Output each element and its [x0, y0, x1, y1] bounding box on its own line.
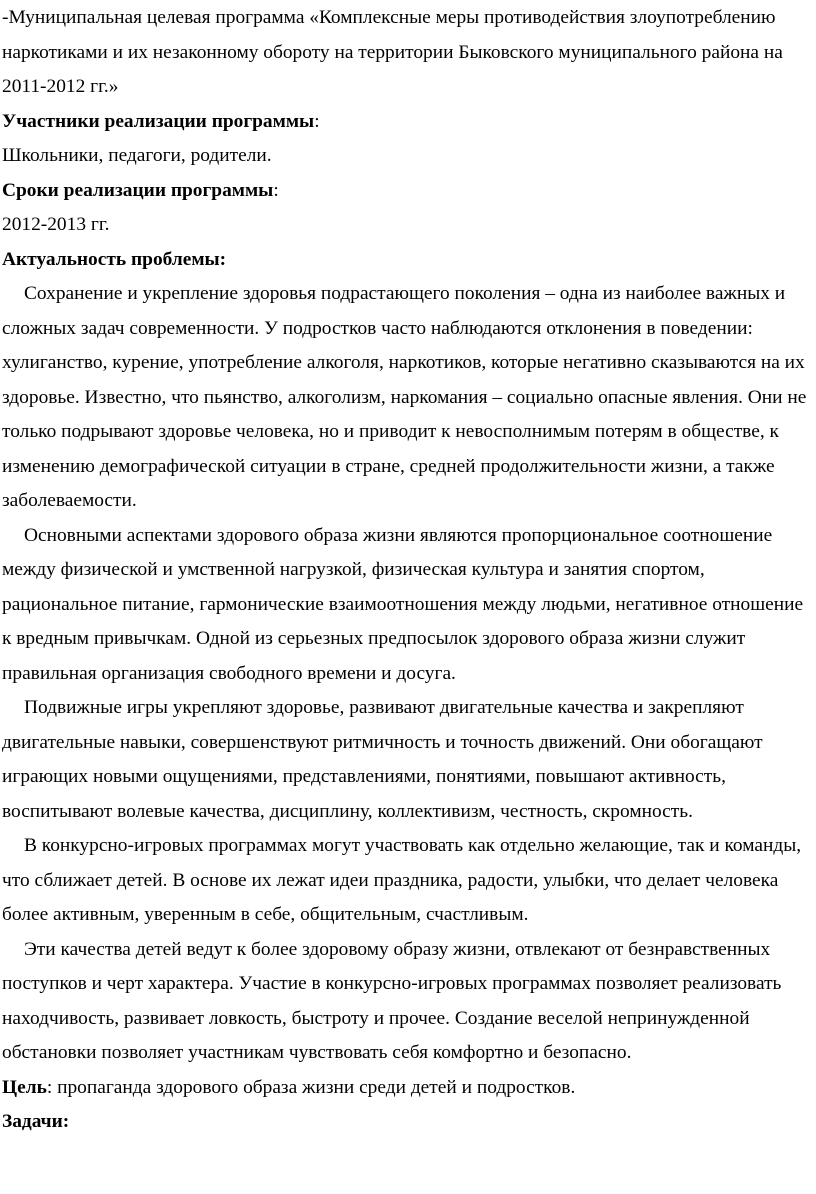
- relevance-paragraph-2: Основными аспектами здорового образа жизни являются пропорциональное соотношение между физической и умственной нагрузкой, физическая культура и занятия спортом, рациональное питание, гармонические взаимоотношения между людьми, негативное отношение к вредным привычкам. Одной из серьезных предпосылок здорового образа жизни служит правильная организация свободного времени и досуга.: [2, 524, 804, 684]
- relevance-paragraph-5: Эти качества детей ведут к более здоровому образу жизни, отвлекают от безнравственных поступков и черт характера. Участие в конкурсно-игровых программах позволяет реализовать находчивость, развивает ловкость, быстроту и прочее. Создание веселой непринужденной обстановки позволяет участникам чувствовать себя комфортно и безопасно.: [2, 938, 782, 1063]
- timeline-heading: [2, 174, 814, 209]
- relevance-paragraph-3: Подвижные игры укрепляют здоровье, развивают двигательные качества и закрепляют двигательные навыки, совершенствуют ритмичность и точность движений. Они обогащают играющих новыми ощущениями, представлениями, понятиями, повышают активность, воспитывают волевые качества, дисциплину, коллективизм, честность, скромность.: [2, 697, 763, 822]
- goal-value: : пропаганда здорового образа жизни среди детей и подростков.: [46, 1076, 576, 1098]
- relevance-paragraph-4: В конкурсно-игровых программах могут участвовать как отдельно желающие, так и команды, что сближает детей. В основе их лежат идеи праздника, радости, улыбки, что делает человека более активным, уверенным в себе, общительным, счастливым.: [2, 835, 802, 925]
- participants-colon: :: [314, 110, 320, 132]
- timeline-value: 2012-2013 гг.: [2, 214, 110, 235]
- participants-value: Школьники, педагоги, родители.: [2, 145, 272, 166]
- tasks-heading: Задачи:: [2, 1111, 70, 1132]
- goal-label: Цель: [2, 1076, 47, 1098]
- relevance-heading: Актуальность проблемы:: [2, 248, 227, 270]
- goal-line: [2, 1071, 814, 1106]
- program-title: -Муниципальная целевая программа «Комплексные меры противодействия злоупотреблению наркотиками и их незаконному обороту на территории Быковского муниципального района на 2011-2012 гг.»: [2, 7, 783, 97]
- participants-heading: [2, 105, 814, 140]
- relevance-paragraph-1: Сохранение и укрепление здоровья подрастающего поколения – одна из наиболее важных и сложных задач современности. У подростков часто наблюдаются отклонения в поведении: хулиганство, курение, употребление алкоголя, наркотиков, которые негативно сказываются на их здоровье. Известно, что пьянство, алкоголизм, наркомания – социально опасные явления. Они не только подрывают здоровье человека, но и приводит к невосполнимым потерям в обществе, к изменению демографической ситуации в стране, средней продолжительности жизни, а также заболеваемости.: [2, 283, 807, 511]
- timeline-label: Сроки реализации программы: [2, 179, 274, 201]
- participants-label: Участники реализации программы: [2, 110, 315, 132]
- timeline-colon: :: [273, 179, 279, 201]
